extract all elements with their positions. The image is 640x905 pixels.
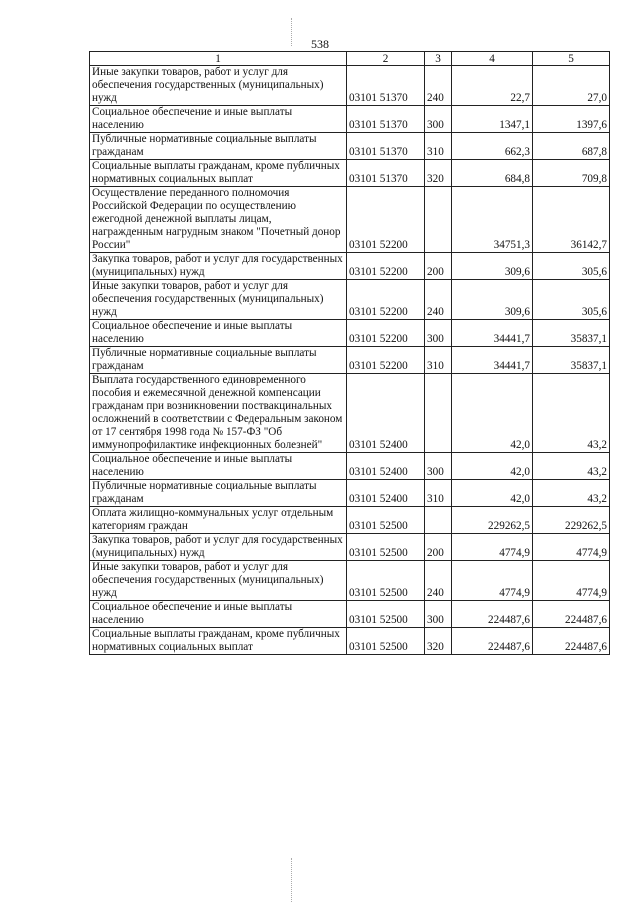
row-code: 03101 51370 <box>347 66 425 106</box>
row-value-year-1: 22,7 <box>452 66 533 106</box>
row-expense-type <box>425 507 452 534</box>
row-value-year-2: 305,6 <box>533 253 610 280</box>
row-value-year-1: 224487,6 <box>452 628 533 655</box>
table-row <box>90 480 610 507</box>
row-code: 03101 52500 <box>347 507 425 534</box>
table-row <box>90 187 610 253</box>
row-value-year-2: 1397,6 <box>533 106 610 133</box>
row-value-year-1: 34441,7 <box>452 347 533 374</box>
row-expense-type: 240 <box>425 561 452 601</box>
table-row <box>90 66 610 106</box>
row-name: Иные закупки товаров, работ и услуг для обеспечения государственных (муниципальных) нужд <box>90 280 347 320</box>
row-value-year-1: 684,8 <box>452 160 533 187</box>
row-expense-type: 200 <box>425 253 452 280</box>
table-row <box>90 106 610 133</box>
row-name: Социальное обеспечение и иные выплаты населению <box>90 106 347 133</box>
row-value-year-1: 1347,1 <box>452 106 533 133</box>
row-expense-type: 300 <box>425 601 452 628</box>
row-value-year-1: 34751,3 <box>452 187 533 253</box>
row-expense-type: 310 <box>425 347 452 374</box>
row-expense-type: 300 <box>425 320 452 347</box>
row-name: Социальное обеспечение и иные выплаты населению <box>90 453 347 480</box>
row-code: 03101 51370 <box>347 133 425 160</box>
row-value-year-2: 229262,5 <box>533 507 610 534</box>
row-value-year-1: 34441,7 <box>452 320 533 347</box>
row-code: 03101 52400 <box>347 374 425 453</box>
table-row <box>90 453 610 480</box>
row-name: Социальные выплаты гражданам, кроме публичных нормативных социальных выплат <box>90 628 347 655</box>
row-value-year-2: 43,2 <box>533 374 610 453</box>
table-row <box>90 628 610 655</box>
row-name: Публичные нормативные социальные выплаты гражданам <box>90 133 347 160</box>
row-expense-type: 320 <box>425 160 452 187</box>
row-value-year-1: 309,6 <box>452 280 533 320</box>
row-value-year-1: 42,0 <box>452 374 533 453</box>
row-name: Публичные нормативные социальные выплаты гражданам <box>90 347 347 374</box>
row-value-year-1: 4774,9 <box>452 534 533 561</box>
row-value-year-1: 224487,6 <box>452 601 533 628</box>
table-header <box>90 52 610 66</box>
row-value-year-2: 27,0 <box>533 66 610 106</box>
table-row <box>90 280 610 320</box>
page-number: 538 <box>311 37 329 51</box>
row-value-year-1: 309,6 <box>452 253 533 280</box>
table-row <box>90 374 610 453</box>
row-expense-type: 240 <box>425 280 452 320</box>
row-code: 03101 52500 <box>347 561 425 601</box>
row-expense-type: 200 <box>425 534 452 561</box>
row-expense-type: 300 <box>425 453 452 480</box>
table-row <box>90 534 610 561</box>
row-name: Социальные выплаты гражданам, кроме публичных нормативных социальных выплат <box>90 160 347 187</box>
row-code: 03101 52200 <box>347 347 425 374</box>
row-code: 03101 52400 <box>347 453 425 480</box>
row-value-year-1: 229262,5 <box>452 507 533 534</box>
header-row <box>90 52 610 66</box>
table-row <box>90 160 610 187</box>
table-row <box>90 320 610 347</box>
row-name: Оплата жилищно-коммунальных услуг отдельным категориям граждан <box>90 507 347 534</box>
row-code: 03101 52200 <box>347 187 425 253</box>
row-value-year-2: 35837,1 <box>533 347 610 374</box>
row-code: 03101 52400 <box>347 480 425 507</box>
row-code: 03101 52200 <box>347 280 425 320</box>
row-value-year-1: 42,0 <box>452 453 533 480</box>
row-value-year-2: 35837,1 <box>533 320 610 347</box>
table-row <box>90 253 610 280</box>
table-row <box>90 561 610 601</box>
budget-table <box>89 51 610 655</box>
row-value-year-2: 36142,7 <box>533 187 610 253</box>
row-value-year-2: 709,8 <box>533 160 610 187</box>
table-row <box>90 601 610 628</box>
row-code: 03101 51370 <box>347 160 425 187</box>
row-value-year-1: 4774,9 <box>452 561 533 601</box>
row-value-year-2: 305,6 <box>533 280 610 320</box>
table-row <box>90 507 610 534</box>
table-row <box>90 133 610 160</box>
row-value-year-2: 43,2 <box>533 453 610 480</box>
row-value-year-1: 662,3 <box>452 133 533 160</box>
row-code: 03101 52500 <box>347 601 425 628</box>
row-expense-type: 240 <box>425 66 452 106</box>
row-expense-type: 310 <box>425 133 452 160</box>
row-name: Иные закупки товаров, работ и услуг для обеспечения государственных (муниципальных) нужд <box>90 561 347 601</box>
row-value-year-1: 42,0 <box>452 480 533 507</box>
fold-mark-bottom <box>291 858 292 902</box>
header-col-4: 4 <box>452 52 533 66</box>
row-expense-type <box>425 374 452 453</box>
row-name: Закупка товаров, работ и услуг для государственных (муниципальных) нужд <box>90 253 347 280</box>
header-col-3: 3 <box>425 52 452 66</box>
row-value-year-2: 43,2 <box>533 480 610 507</box>
row-name: Закупка товаров, работ и услуг для государственных (муниципальных) нужд <box>90 534 347 561</box>
table-row <box>90 347 610 374</box>
row-code: 03101 52500 <box>347 628 425 655</box>
row-value-year-2: 224487,6 <box>533 601 610 628</box>
row-code: 03101 52500 <box>347 534 425 561</box>
row-name: Социальное обеспечение и иные выплаты населению <box>90 320 347 347</box>
row-expense-type: 320 <box>425 628 452 655</box>
row-code: 03101 52200 <box>347 320 425 347</box>
row-value-year-2: 687,8 <box>533 133 610 160</box>
table-body <box>90 66 610 655</box>
row-expense-type <box>425 187 452 253</box>
row-expense-type: 310 <box>425 480 452 507</box>
row-code: 03101 51370 <box>347 106 425 133</box>
header-col-2: 2 <box>347 52 425 66</box>
row-value-year-2: 224487,6 <box>533 628 610 655</box>
row-name: Осуществление переданного полномочия Российской Федерации по осуществлению ежегодной денежной выплаты лицам, награжденным нагрудным знаком "Почетный донор России" <box>90 187 347 253</box>
header-col-1: 1 <box>90 52 347 66</box>
row-code: 03101 52200 <box>347 253 425 280</box>
row-value-year-2: 4774,9 <box>533 561 610 601</box>
row-value-year-2: 4774,9 <box>533 534 610 561</box>
row-name: Иные закупки товаров, работ и услуг для обеспечения государственных (муниципальных) нужд <box>90 66 347 106</box>
row-expense-type: 300 <box>425 106 452 133</box>
row-name: Публичные нормативные социальные выплаты гражданам <box>90 480 347 507</box>
row-name: Выплата государственного единовременного пособия и ежемесячной денежной компенсации гражданам при возникновении поствакцинальных осложнений в соответствии с Федеральным законом от 17 сентября 1998 года № 157-ФЗ "Об иммунопрофилактике инфекционных болезней" <box>90 374 347 453</box>
row-name: Социальное обеспечение и иные выплаты населению <box>90 601 347 628</box>
header-col-5: 5 <box>533 52 610 66</box>
